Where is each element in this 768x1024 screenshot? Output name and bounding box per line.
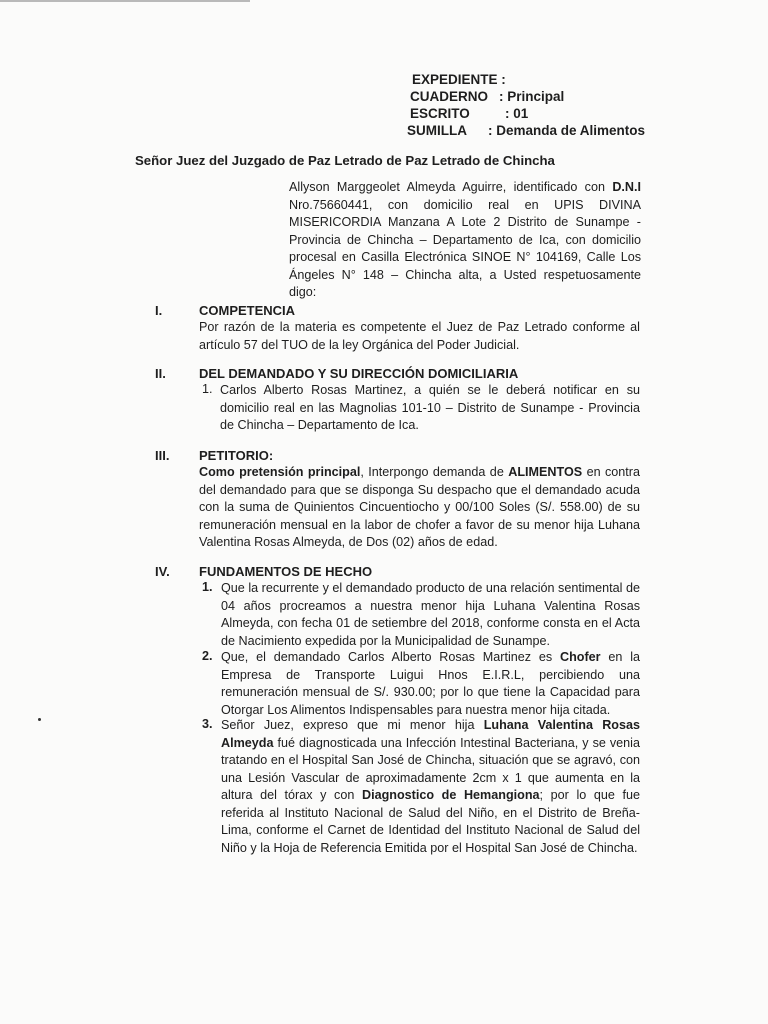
item3-text-b: fué diagnosticada una Infección Intestinal Bacteriana, y se venia tratando en el Hospital San José de Chincha, situación que se agravó, con una Lesión Vascular de aproximadamente 2cm x 1 que aumenta en la altura del tórax y con	[221, 735, 640, 802]
intro-dni: D.N.I	[612, 180, 641, 194]
item2-text-b: en la Empresa de Transporte Luigui Hnos E.I.R.L, percibiendo una remuneración mensual de S/. 930.00; por lo que tiene la Capacidad para Otorgar Los Alimentos Indispensables para nuestra menor hija citada.	[221, 650, 641, 717]
item3-bold-a: Luhana Valentina Rosas Almeyda	[221, 718, 641, 750]
list-item-text	[221, 717, 640, 857]
list-item-number: 3.	[202, 717, 213, 731]
intro-paragraph	[289, 179, 641, 302]
list-item-text: Que la recurrente y el demandado producto de una relación sentimental de 04 años procreamos a nuestra menor hija Luhana Valentina Rosas Almeyda, con fecha 01 de setiembre del 2018, conforme consta en el Acta de Nacimiento expedida por la Municipalidad de Sunampe.	[221, 581, 640, 648]
escrito-label: ESCRITO	[410, 106, 470, 121]
intro-text-b: Nro.75660441, con domicilio real en UPIS DIVINA MISERICORDIA Manzana A Lote 2 Distrito de Sunampe - Provincia de Chincha – Departamento de Ica, con domicilio procesal en Casilla Electrónica SINOE N° 104169, Calle Los Ángeles N° 148 – Chincha alta, a Usted respetuosamente digo:	[289, 197, 641, 299]
scan-edge-line	[0, 0, 250, 2]
section-numeral: IV.	[155, 564, 170, 579]
item2-text-a: Que, el demandado Carlos Alberto Rosas Martinez es	[221, 650, 560, 664]
list-item-number: 2.	[202, 649, 213, 663]
escrito-row	[407, 105, 645, 122]
intro-text-a: Allyson Marggeolet Almeyda Aguirre, identificado con	[289, 180, 613, 194]
section-title: PETITORIO:	[199, 448, 274, 463]
petitorio-text-b: en contra del demandado para que se disponga Su despacho que el demandado acuda con la suma de Quinientos Cincuentiocho y 00/100 Soles (S/. 558.00) de su remuneración mensual en la labor de chofer a favor de su menor hija Luhana Valentina Rosas Almeyda, de Dos (02) años de edad.	[199, 465, 640, 549]
list-item-text	[221, 649, 640, 719]
sumilla-label: SUMILLA	[407, 123, 467, 138]
item3-bold-b: Diagnostico de Hemangiona	[361, 788, 540, 802]
item3-text-c: ; por lo que fue referida al Instituto Nacional de Salud del Niño, en el Distrito de Breña-Lima, conforme el Carnet de Identidad del Instituto Nacional de Salud del Niño y la Hoja de Referencia Emitida por el Hospital San José de Chincha.	[221, 788, 640, 855]
list-item-text: Carlos Alberto Rosas Martinez, a quién se le deberá notificar en su domicilio real en las Magnolias 101-10 – Distrito de Sunampe - Provincia de Chincha – Departamento de Ica.	[220, 383, 640, 432]
sumilla-value: : Demanda de Alimentos	[488, 123, 646, 138]
cuaderno-value: : Principal	[499, 89, 565, 104]
section-numeral: III.	[155, 448, 170, 463]
section-numeral: II.	[155, 366, 166, 381]
cuaderno-label: CUADERNO	[410, 89, 489, 104]
escrito-value: : 01	[505, 106, 529, 121]
scan-speck	[38, 718, 41, 721]
list-item-number: 1.	[202, 580, 213, 594]
section-title: FUNDAMENTOS DE HECHO	[199, 564, 373, 579]
sumilla-row	[407, 122, 645, 139]
item3-text-a: Señor Juez, expreso que mi menor hija	[221, 718, 484, 732]
section-numeral: I.	[155, 303, 163, 318]
expediente-label: EXPEDIENTE :	[412, 72, 506, 87]
addressee-line: Señor Juez del Juzgado de Paz Letrado de Paz Letrado de Chincha	[135, 153, 555, 168]
section-title: DEL DEMANDADO Y SU DIRECCIÓN DOMICILIARIA	[199, 366, 519, 381]
cuaderno-row	[407, 88, 645, 105]
section-body: Por razón de la materia es competente el Juez de Paz Letrado conforme al artículo 57 del TUO de la ley Orgánica del Poder Judicial.	[199, 320, 640, 352]
petitorio-bold-b: ALIMENTOS	[508, 465, 583, 479]
section-body	[199, 464, 640, 552]
petitorio-text-a: , Interpongo demanda de	[360, 465, 509, 479]
case-header	[407, 71, 645, 139]
petitorio-bold-a: Como pretensión principal	[199, 465, 361, 479]
list-item-number: 1.	[202, 382, 213, 396]
section-title: COMPETENCIA	[199, 303, 296, 318]
item2-bold: Chofer	[559, 650, 601, 664]
expediente-row	[407, 71, 645, 88]
